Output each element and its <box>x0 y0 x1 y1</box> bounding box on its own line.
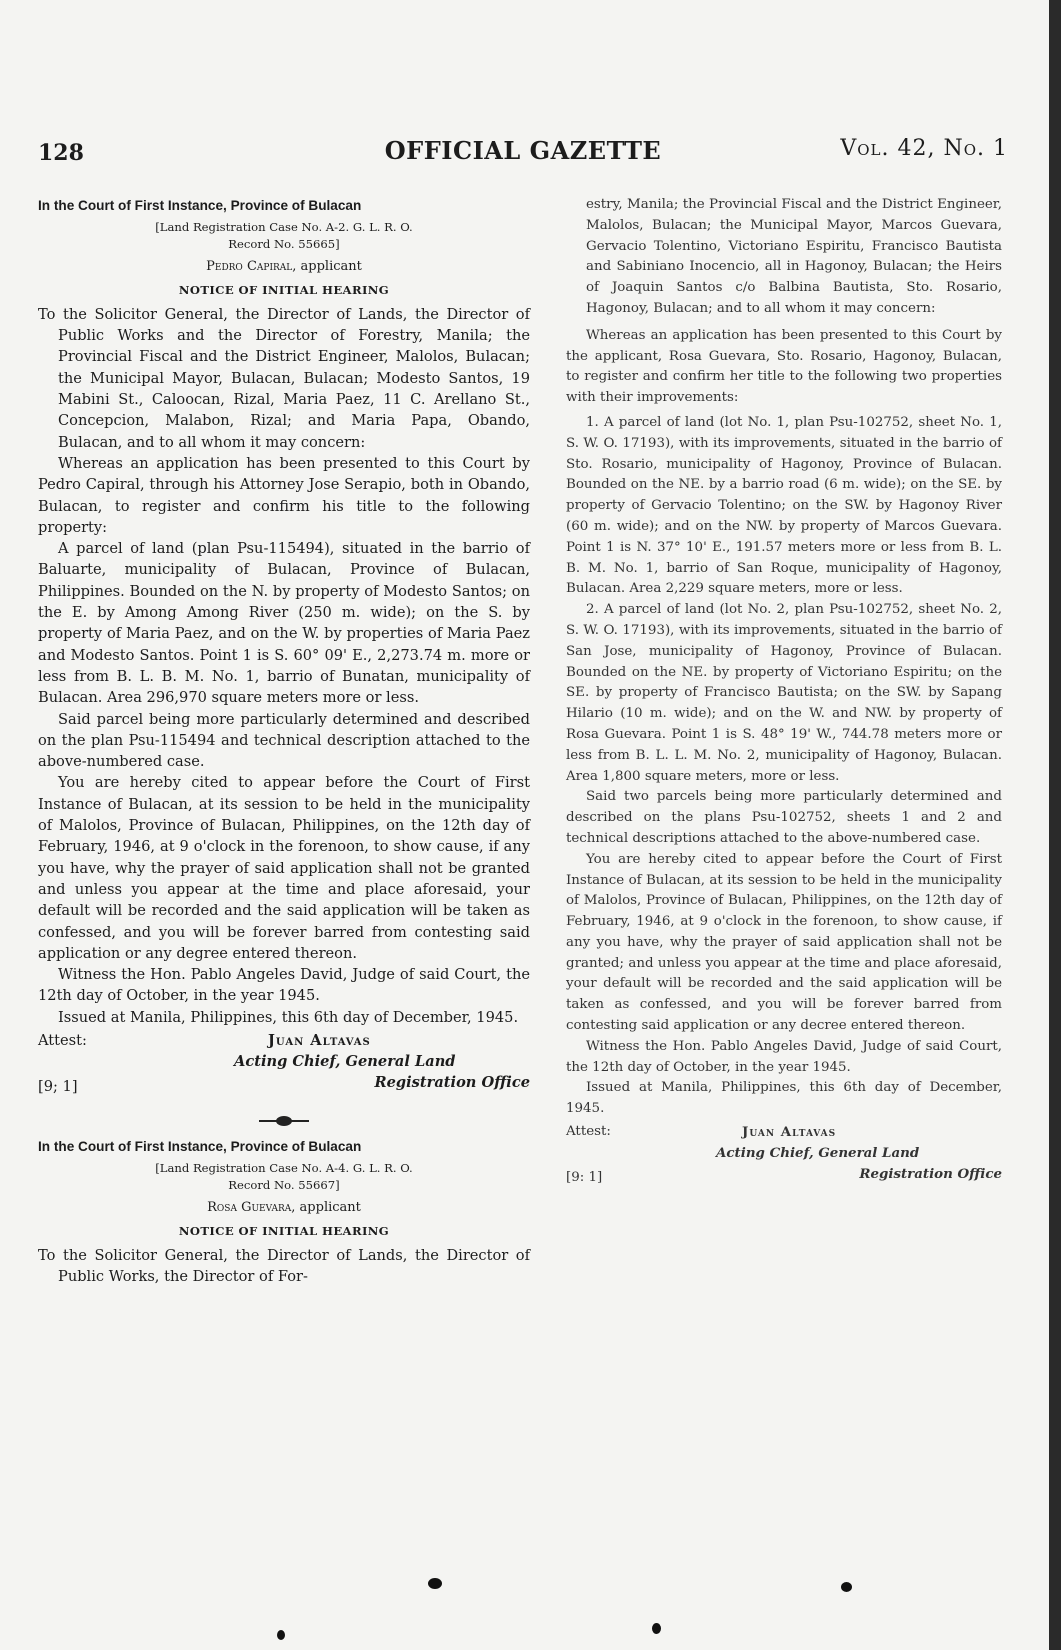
notice1-paragraph: A parcel of land (plan Psu-115494), situated in the barrio of Baluarte, municipality of Bulacan, Province of Bulacan, Philippines. Bounded on the N. by property of Modesto Santos; on the E. by Among Among River (250 m. wide); on the S. by property of Maria Paez, and on the W. by properties of Maria Paez and Modesto Santos. Point 1 is S. 60° 09' E., 2,273.74 m. more or less from B. L. B. M. No. 1, barrio of Bunatan, municipality of Bulacan. Area 296,970 square meters more or less. <box>38 540 530 707</box>
notice1-paragraph: Witness the Hon. Pablo Angeles David, Judge of said Court, the 12th day of October, in the year 1945. <box>38 966 530 1005</box>
notice2-case-reference <box>38 1160 530 1193</box>
volume-number: Vol. 42, No. 1 <box>840 136 1008 161</box>
notice1-paragraph: Said parcel being more particularly determined and described on the plan Psu-115494 and technical description attached to the above-numbered case. <box>38 710 530 771</box>
notice1-court-heading: In the Court of First Instance, Province of Bulacan <box>38 198 362 213</box>
notice1-case-line2: Record No. 55665] <box>228 236 340 251</box>
notice2-signer-name: Juan Altavas <box>742 1124 837 1141</box>
notice2-attest-label: Attest: <box>566 1124 611 1140</box>
notice2-applicant-name: Rosa Guevara <box>207 1200 292 1216</box>
notice2-paragraph: Issued at Manila, Philippines, this 6th day of December, 1945. <box>566 1080 1002 1117</box>
publication-title: OFFICIAL GAZETTE <box>384 136 662 165</box>
page-header <box>38 128 1008 168</box>
notice1-case-line1: [Land Registration Case No. A-2. G. L. R. O. <box>155 220 413 235</box>
notice2-applicant <box>38 1197 530 1218</box>
notice2-case-line1: [Land Registration Case No. A-4. G. L. R. O. <box>155 1161 413 1176</box>
notice1-reference-number: [9; 1] <box>38 1077 78 1095</box>
ink-blot <box>428 1578 442 1589</box>
notice1-attest-label: Attest: <box>38 1031 87 1049</box>
notice2-title: NOTICE OF INITIAL HEARING <box>178 1223 390 1238</box>
notice2-attestation <box>566 1122 1002 1194</box>
notice2-paragraph: 1. A parcel of land (lot No. 1, plan Psu-102752, sheet No. 1, S. W. O. 17193), with its improvements, situated in the barrio of Sto. Rosario, municipality of Hagonoy, Province of Bulacan. Bounded on the NE. by a barrio road (6 m. wide); on the SE. by property of Gervacio Tolentino; on the SW. by Hagonoy River (60 m. wide); and on the NW. by property of Marcos Guevara. Point 1 is N. 37° 10' E., 191.57 meters more or less from B. L. B. M. No. 1, barrio of San Roque, municipality of Hagonoy, Bulacan. Area 2,229 square meters, more or less. <box>566 414 1002 597</box>
notice1-applicant-suffix: , applicant <box>292 259 362 275</box>
page-edge-shadow <box>1049 0 1061 1650</box>
ink-blot <box>841 1582 852 1592</box>
notice1-title: NOTICE OF INITIAL HEARING <box>178 282 390 297</box>
notice1-attestation <box>38 1030 530 1102</box>
notice1-signer-office: Registration Office <box>374 1073 530 1091</box>
notice1-addressees: To the Solicitor General, the Director of Lands, the Director of Public Works and the Director of Forestry, Manila; the Provincial Fiscal and the District Engineer, Malolos, Bulacan; the Municipal Mayor, Bulacan, Bulacan; Modesto Santos, 19 Mabini St., Caloocan, Rizal, Maria Paez, 11 C. Arellano St., Concepcion, Malabon, Rizal; and Maria Papa, Obando, Bulacan, and to all whom it may concern: <box>38 305 530 451</box>
notice2-case-line2: Record No. 55667] <box>228 1177 340 1192</box>
notice1-signer-title: Acting Chief, General Land <box>234 1052 456 1070</box>
notice2-addressees: To the Solicitor General, the Director of Lands, the Director of Public Works, the Director of For- <box>38 1246 530 1286</box>
notice1-paragraph: Issued at Manila, Philippines, this 6th day of December, 1945. <box>58 1008 519 1026</box>
notice1-paragraph: Whereas an application has been presented to this Court by Pedro Capiral, through his Attorney Jose Serapio, both in Obando, Bulacan, to register and confirm his title to the following property: <box>38 454 530 536</box>
notice-divider <box>259 1120 309 1122</box>
notice2-paragraph: Witness the Hon. Pablo Angeles David, Judge of said Court, the 12th day of October, in the year 1945. <box>566 1038 1002 1075</box>
notice1-applicant <box>38 256 530 277</box>
notice2-reference-number: [9: 1] <box>566 1170 603 1186</box>
notice2-signer-office: Registration Office <box>859 1166 1002 1183</box>
notice2-court-heading: In the Court of First Instance, Province of Bulacan <box>38 1138 362 1154</box>
left-column <box>38 195 530 1287</box>
notice2-paragraph: Whereas an application has been presented to this Court by the applicant, Rosa Guevara, Sto. Rosario, Hagonoy, Bulacan, to register and confirm her title to the following two properties with their improvements: <box>566 327 1002 406</box>
notice1-case-reference <box>38 219 530 252</box>
notice1-applicant-name: Pedro Capiral <box>206 259 293 275</box>
notice2-applicant-suffix: , applicant <box>291 1200 361 1216</box>
notice1-paragraph: You are hereby cited to appear before the Court of First Instance of Bulacan, at its session to be held in the municipality of Malolos, Province of Bulacan, Philippines, on the 12th day of February, 1946, at 9 o'clock in the forenoon, to show cause, if any you have, why the prayer of said application shall not be granted and unless you appear at the time and place aforesaid, your default will be recorded and the said application will be taken as confessed, and you will be forever barred from contesting said application or any degree entered thereon. <box>38 774 530 962</box>
notice1-signer-name: Juan Altavas <box>268 1031 371 1049</box>
notice2-signer-title: Acting Chief, General Land <box>716 1145 920 1162</box>
notice2-paragraph: Said two parcels being more particularly determined and described on the plans Psu-102752, sheets 1 and 2 and technical descriptions attached to the above-numbered case. <box>566 789 1002 846</box>
ink-blot <box>277 1630 285 1640</box>
page-number: 128 <box>38 140 84 166</box>
notice2-paragraph: You are hereby cited to appear before the Court of First Instance of Bulacan, at its session to be held in the municipality of Malolos, Province of Bulacan, Philippines, on the 12th day of February, 1946, at 9 o'clock in the forenoon, to show cause, if any you have, why the prayer of said application shall not be granted; and unless you appear at the time and place aforesaid, your default will be recorded and the said application will be taken as confessed, and you will be forever barred from contesting said application or any decree entered thereon. <box>566 851 1002 1034</box>
notice2-paragraph: 2. A parcel of land (lot No. 2, plan Psu-102752, sheet No. 2, S. W. O. 17193), with its improvements, situated in the barrio of San Jose, municipality of Hagonoy, Province of Bulacan. Bounded on the NE. by property of Victoriano Espiritu; on the SE. by property of Francisco Bautista; on the SW. by Sapang Hilario (10 m. wide); and on the W. and NW. by property of Rosa Guevara. Point 1 is S. 48° 19' W., 744.78 meters more or less from B. L. L. M. No. 2, municipality of Hagonoy, Bulacan. Area 1,800 square meters, more or less. <box>566 602 1002 784</box>
right-column <box>566 195 1002 1194</box>
notice2-addressees-continued: estry, Manila; the Provincial Fiscal and the District Engineer, Malolos, Bulacan; the Municipal Mayor, Marcos Guevara, Gervacio Tolentino, Victoriano Espiritu, Francisco Bautista and Sabiniano Inocencio, all in Hagonoy, Bulacan; the Heirs of Joaquin Santos c/o Balbina Bautista, Sto. Rosario, Hagonoy, Bulacan; and to all whom it may concern: <box>586 197 1002 316</box>
ink-blot <box>652 1623 661 1634</box>
